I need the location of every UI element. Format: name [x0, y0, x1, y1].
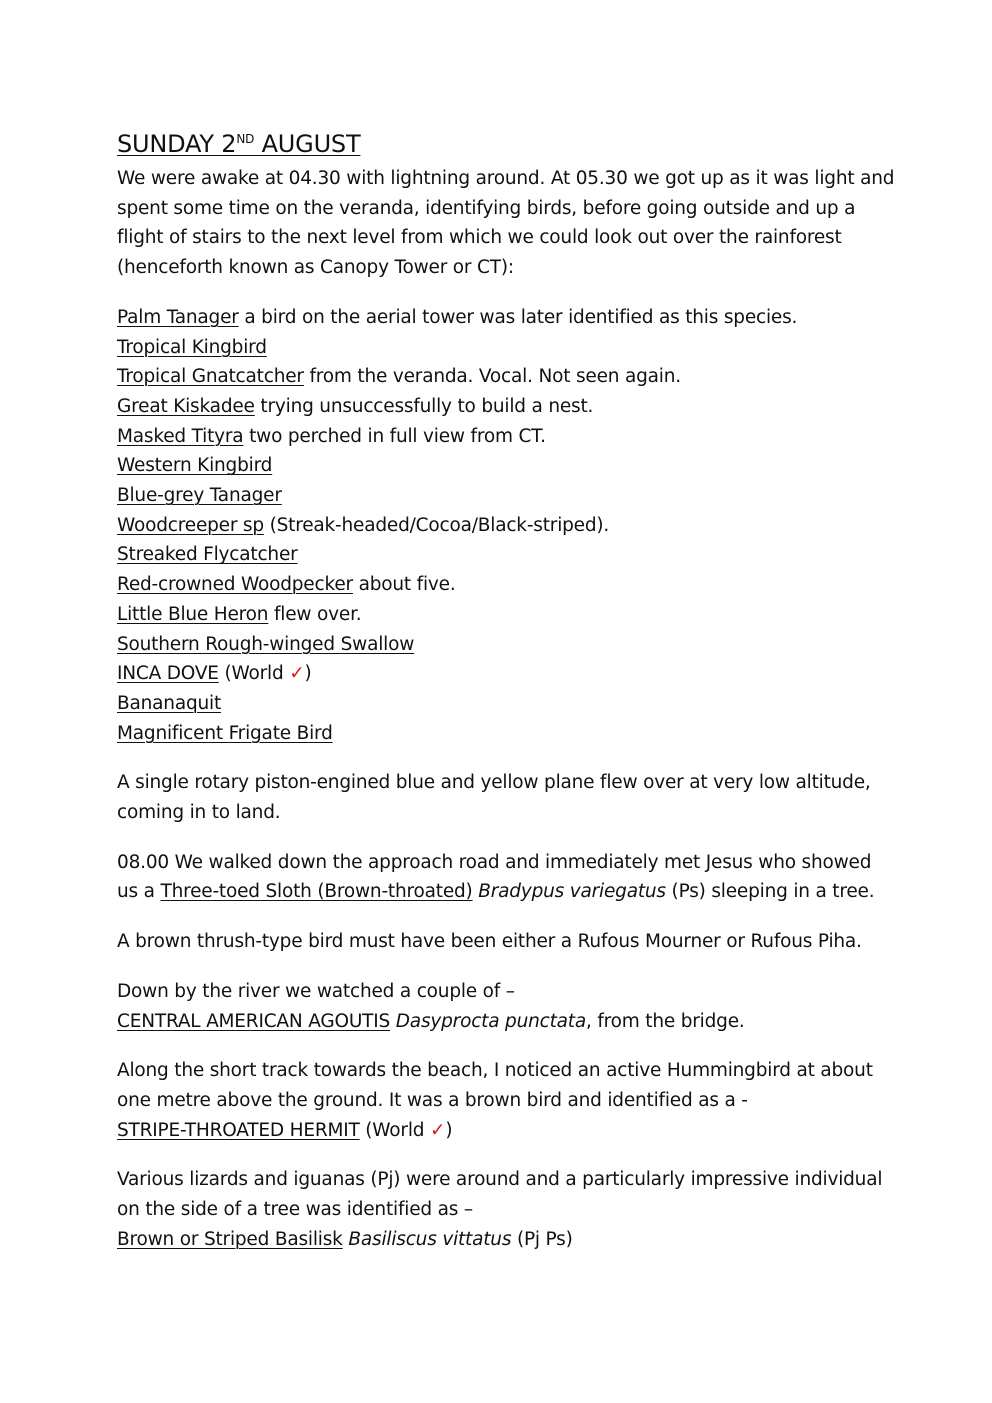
- sloth-text: 08.00 We walked down the approach road and immediately met Jesus who showed us a: [117, 851, 872, 903]
- basilisk-paragraph: [117, 1165, 897, 1254]
- list-item: [117, 481, 897, 511]
- list-item: [117, 303, 897, 333]
- list-item: [117, 719, 897, 749]
- list-item: [117, 511, 897, 541]
- list-item: [117, 422, 897, 452]
- list-item: [117, 540, 897, 570]
- species-name: Woodcreeper sp: [117, 514, 264, 536]
- species-name: Southern Rough-winged Swallow: [117, 633, 415, 655]
- species-name: Bananaquit: [117, 692, 222, 714]
- scientific-name: Basiliscus vittatus: [348, 1228, 512, 1250]
- list-item: [117, 659, 897, 689]
- sloth-text-end: (Ps) sleeping in a tree.: [665, 881, 875, 903]
- scientific-name: Dasyprocta punctata: [395, 1010, 586, 1032]
- thrush-paragraph: A brown thrush-type bird must have been either a Rufous Mourner or Rufous Piha.: [117, 931, 862, 953]
- intro-paragraph: We were awake at 04.30 with lightning around. At 05.30 we got up as it was light and spent some time on the veranda, identifying birds, before going outside and up a flight of stairs to the next level from which we could look out over the rainforest (henceforth known as Canopy Tower or CT):: [117, 168, 895, 279]
- agouti-text-end: , from the bridge.: [586, 1010, 745, 1032]
- list-item: [117, 570, 897, 600]
- agouti-paragraph: [117, 977, 897, 1036]
- document-page: [117, 128, 897, 1275]
- species-note: trying unsuccessfully to build a nest.: [254, 395, 594, 417]
- species-name: Three-toed Sloth (Brown-throated): [160, 881, 473, 903]
- agouti-text: Down by the river we watched a couple of –: [117, 980, 515, 1002]
- species-note: a bird on the aerial tower was later identified as this species.: [238, 306, 798, 328]
- title-text-rest: AUGUST: [254, 130, 361, 158]
- list-item: [117, 630, 897, 660]
- check-mark-icon: ✓: [289, 663, 305, 685]
- hermit-paragraph: [117, 1056, 897, 1145]
- check-mark-icon: ✓: [430, 1119, 446, 1141]
- scientific-name: Bradypus variegatus: [478, 881, 666, 903]
- species-note: flew over.: [268, 603, 362, 625]
- bird-list: [117, 303, 897, 749]
- species-note: (Streak-headed/Cocoa/Black-striped).: [263, 514, 610, 536]
- species-note: (World: [359, 1119, 430, 1141]
- species-name: Palm Tanager: [117, 306, 239, 328]
- list-item: [117, 362, 897, 392]
- basilisk-text-end: (Pj Ps): [511, 1228, 573, 1250]
- species-name: Great Kiskadee: [117, 395, 255, 417]
- species-name: Tropical Gnatcatcher: [117, 366, 304, 388]
- species-name: Brown or Striped Basilisk: [117, 1228, 343, 1250]
- species-name: Blue-grey Tanager: [117, 485, 282, 507]
- title-superscript: ND: [236, 132, 255, 146]
- species-name: INCA DOVE: [117, 663, 219, 685]
- page-title: [117, 128, 897, 160]
- species-note: about five.: [352, 574, 456, 596]
- plane-paragraph: A single rotary piston-engined blue and yellow plane flew over at very low altitude, coming in to land.: [117, 772, 871, 824]
- species-name: Red-crowned Woodpecker: [117, 574, 353, 596]
- species-note-close: ): [304, 663, 312, 685]
- species-name: Streaked Flycatcher: [117, 544, 298, 566]
- basilisk-text: Various lizards and iguanas (Pj) were around and a particularly impressive individual on the side of a tree was identified as –: [117, 1169, 883, 1221]
- species-name: Masked Tityra: [117, 425, 244, 447]
- species-note: (World: [218, 663, 290, 685]
- species-note: from the veranda. Vocal. Not seen again.: [303, 366, 681, 388]
- hermit-text: Along the short track towards the beach, I noticed an active Hummingbird at about one metre above the ground. It was a brown bird and identified as a -: [117, 1060, 873, 1111]
- species-name: Little Blue Heron: [117, 603, 269, 625]
- species-name: Tropical Kingbird: [117, 336, 267, 358]
- title-text: SUNDAY 2: [117, 130, 237, 158]
- list-item: [117, 333, 897, 363]
- list-item: [117, 689, 897, 719]
- species-name: Western Kingbird: [117, 455, 273, 477]
- species-note: two perched in full view from CT.: [243, 425, 546, 447]
- species-note-close: ): [445, 1119, 453, 1141]
- list-item: [117, 392, 897, 422]
- list-item: [117, 451, 897, 481]
- sloth-paragraph: [117, 848, 897, 907]
- species-name: Magnificent Frigate Bird: [117, 722, 333, 744]
- species-name: STRIPE-THROATED HERMIT: [117, 1119, 360, 1141]
- species-name: CENTRAL AMERICAN AGOUTIS: [117, 1010, 391, 1032]
- list-item: [117, 600, 897, 630]
